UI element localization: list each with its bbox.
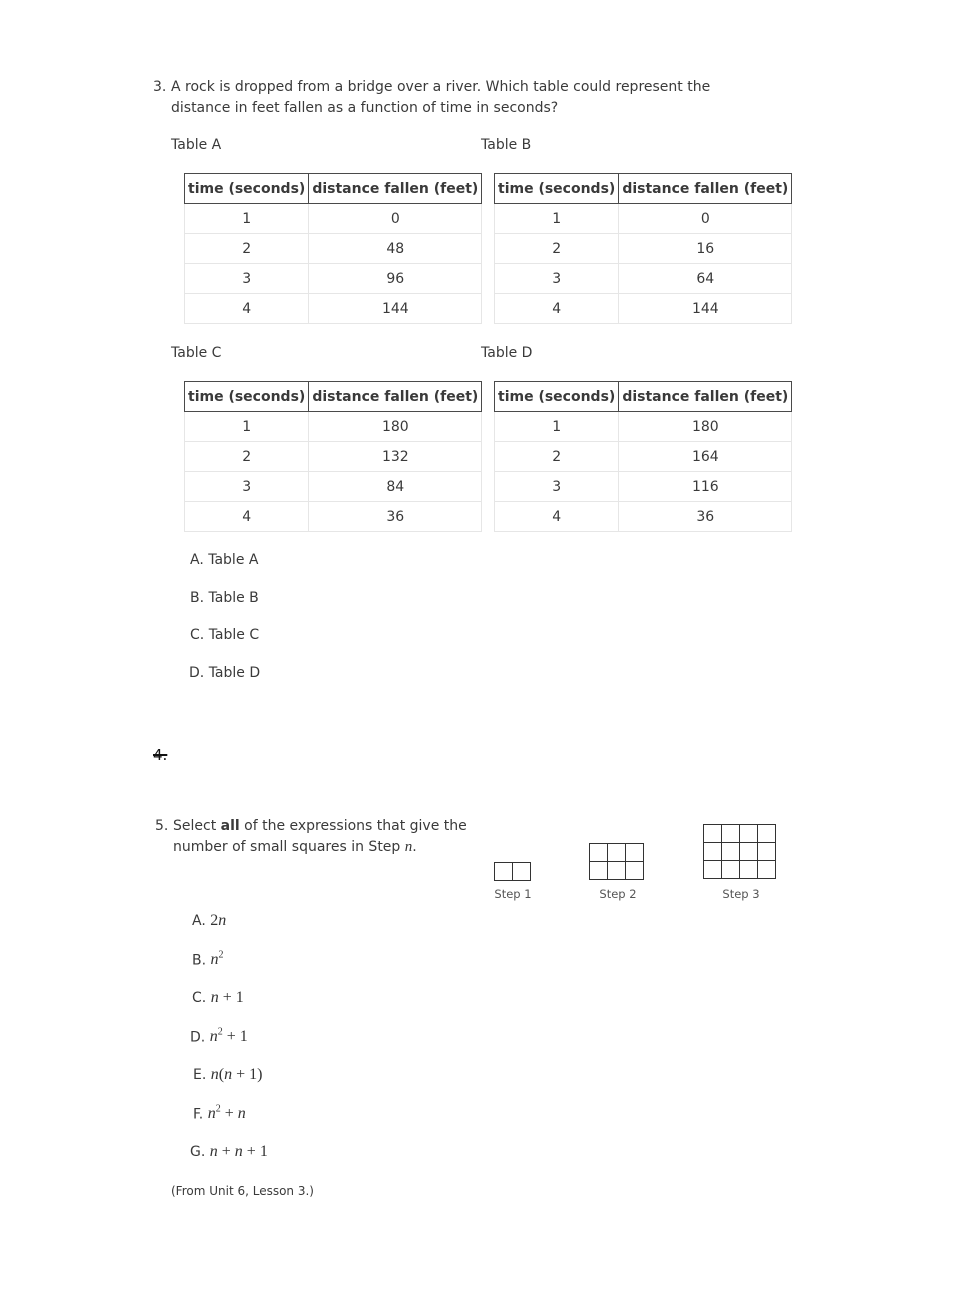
- option-expression: n + n + 1: [209, 1143, 268, 1160]
- table-row: [185, 234, 482, 264]
- distance-cell: 0: [309, 204, 482, 234]
- time-cell: 1: [185, 412, 309, 442]
- small-square: [513, 863, 531, 881]
- q5-option-c[interactable]: [192, 989, 244, 1007]
- table-c: [184, 381, 482, 532]
- table-row: [495, 204, 792, 234]
- q3-option-b[interactable]: [190, 590, 259, 606]
- table-row: [185, 294, 482, 324]
- q5-option-b[interactable]: [192, 950, 224, 969]
- question-3-line-2: distance in feet fallen as a function of time in seconds?: [171, 100, 559, 116]
- prompt-text: Select: [173, 818, 221, 834]
- q5-option-f[interactable]: [193, 1104, 246, 1123]
- prompt-text: number of small squares in Step: [173, 839, 405, 855]
- data-table: [494, 173, 792, 324]
- q5-option-e[interactable]: [193, 1066, 262, 1084]
- distance-cell: 144: [309, 294, 482, 324]
- distance-cell: 16: [619, 234, 792, 264]
- option-expression: n(n + 1): [210, 1066, 263, 1083]
- small-square: [704, 861, 722, 879]
- column-header: time (seconds): [495, 382, 619, 412]
- column-header: distance fallen (feet): [619, 382, 792, 412]
- q3-option-d[interactable]: [189, 665, 260, 681]
- column-header: time (seconds): [185, 174, 309, 204]
- time-cell: 2: [495, 442, 619, 472]
- small-square: [704, 843, 722, 861]
- option-text: Table A: [208, 552, 259, 568]
- column-header: time (seconds): [495, 174, 619, 204]
- distance-cell: 48: [309, 234, 482, 264]
- distance-cell: 132: [309, 442, 482, 472]
- q5-option-d[interactable]: [190, 1027, 248, 1046]
- table-b: [494, 173, 792, 324]
- time-cell: 2: [185, 442, 309, 472]
- distance-cell: 84: [309, 472, 482, 502]
- prompt-text: .: [412, 839, 417, 855]
- data-table: [184, 381, 482, 532]
- distance-cell: 64: [619, 264, 792, 294]
- time-cell: 3: [495, 472, 619, 502]
- column-header: distance fallen (feet): [309, 382, 482, 412]
- option-letter: B.: [192, 952, 207, 969]
- option-letter: B.: [190, 590, 205, 606]
- step-1-figure: [494, 862, 531, 881]
- table-b-label: Table B: [481, 137, 532, 153]
- small-square: [704, 825, 722, 843]
- variable-n: n: [404, 839, 413, 855]
- table-header-row: [495, 382, 792, 412]
- option-letter: F.: [193, 1106, 204, 1123]
- option-expression: 2n: [210, 912, 227, 929]
- source-note: (From Unit 6, Lesson 3.): [171, 1184, 314, 1198]
- table-header-row: [185, 382, 482, 412]
- time-cell: 2: [495, 234, 619, 264]
- table-row: [185, 412, 482, 442]
- table-row: [185, 442, 482, 472]
- step-1-label: Step 1: [494, 887, 532, 901]
- question-3-line-1: A rock is dropped from a bridge over a river. Which table could represent the: [171, 79, 711, 95]
- option-letter: A.: [190, 552, 204, 568]
- step-2-label: Step 2: [599, 887, 637, 901]
- question-3-number: 3.: [153, 79, 167, 95]
- q3-option-a[interactable]: [190, 552, 258, 568]
- distance-cell: 180: [619, 412, 792, 442]
- q5-option-g[interactable]: [190, 1143, 268, 1161]
- time-cell: 1: [495, 412, 619, 442]
- question-5-prompt: [155, 816, 485, 858]
- option-letter: C.: [192, 990, 207, 1006]
- small-square: [740, 825, 758, 843]
- small-square: [740, 843, 758, 861]
- table-row: [495, 294, 792, 324]
- option-letter: D.: [189, 665, 205, 681]
- prompt-text: of the expressions that give the: [239, 818, 467, 834]
- time-cell: 4: [495, 294, 619, 324]
- square-grid: [703, 824, 776, 879]
- time-cell: 4: [495, 502, 619, 532]
- time-cell: 4: [185, 502, 309, 532]
- table-d-label: Table D: [481, 345, 533, 361]
- data-table: [494, 381, 792, 532]
- column-header: distance fallen (feet): [619, 174, 792, 204]
- option-expression: n + 1: [210, 989, 244, 1006]
- small-square: [590, 844, 608, 862]
- small-square: [722, 825, 740, 843]
- prompt-emphasis: all: [220, 818, 240, 834]
- option-text: Table C: [208, 627, 260, 643]
- distance-cell: 36: [309, 502, 482, 532]
- small-square: [740, 861, 758, 879]
- table-d: [494, 381, 792, 532]
- data-table: [184, 173, 482, 324]
- option-text: Table B: [208, 590, 259, 606]
- column-header: distance fallen (feet): [309, 174, 482, 204]
- small-square: [626, 844, 644, 862]
- table-row: [185, 502, 482, 532]
- table-row: [185, 204, 482, 234]
- time-cell: 2: [185, 234, 309, 264]
- step-3-figure: [703, 824, 776, 879]
- small-square: [758, 825, 776, 843]
- table-c-label: Table C: [171, 345, 222, 361]
- small-square: [758, 861, 776, 879]
- distance-cell: 36: [619, 502, 792, 532]
- time-cell: 3: [185, 472, 309, 502]
- question-4-number: 4.: [153, 746, 168, 764]
- table-a-label: Table A: [171, 137, 222, 153]
- distance-cell: 180: [309, 412, 482, 442]
- distance-cell: 96: [309, 264, 482, 294]
- table-row: [495, 264, 792, 294]
- option-letter: A.: [192, 913, 206, 929]
- small-square: [722, 861, 740, 879]
- option-expression: $n^2 + 1$: [209, 1027, 248, 1046]
- table-row: [185, 264, 482, 294]
- question-3-prompt: [153, 77, 773, 119]
- table-row: [495, 234, 792, 264]
- small-square: [722, 843, 740, 861]
- small-square: [758, 843, 776, 861]
- table-row: [495, 472, 792, 502]
- table-header-row: [495, 174, 792, 204]
- time-cell: 1: [495, 204, 619, 234]
- small-square: [626, 862, 644, 880]
- table-row: [495, 442, 792, 472]
- distance-cell: 144: [619, 294, 792, 324]
- distance-cell: 116: [619, 472, 792, 502]
- option-expression: $n^2$: [210, 950, 224, 969]
- small-square: [608, 862, 626, 880]
- option-letter: D.: [190, 1029, 206, 1046]
- column-header: time (seconds): [185, 382, 309, 412]
- time-cell: 1: [185, 204, 309, 234]
- q5-option-a[interactable]: [192, 912, 226, 930]
- table-a: [184, 173, 482, 324]
- step-2-figure: [589, 843, 644, 880]
- table-row: [495, 412, 792, 442]
- option-letter: E.: [193, 1067, 207, 1083]
- option-text: Table D: [208, 665, 261, 681]
- distance-cell: 164: [619, 442, 792, 472]
- time-cell: 3: [495, 264, 619, 294]
- small-square: [590, 862, 608, 880]
- distance-cell: 0: [619, 204, 792, 234]
- step-3-label: Step 3: [722, 887, 760, 901]
- option-letter: G.: [190, 1144, 206, 1160]
- table-row: [495, 502, 792, 532]
- option-expression: $n^2 + n$: [207, 1104, 246, 1123]
- small-square: [495, 863, 513, 881]
- option-letter: C.: [190, 627, 205, 643]
- square-grid: [494, 862, 531, 881]
- time-cell: 3: [185, 264, 309, 294]
- table-row: [185, 472, 482, 502]
- question-5-number: 5.: [155, 818, 169, 834]
- time-cell: 4: [185, 294, 309, 324]
- small-square: [608, 844, 626, 862]
- q3-option-c[interactable]: [190, 627, 259, 643]
- table-header-row: [185, 174, 482, 204]
- square-grid: [589, 843, 644, 880]
